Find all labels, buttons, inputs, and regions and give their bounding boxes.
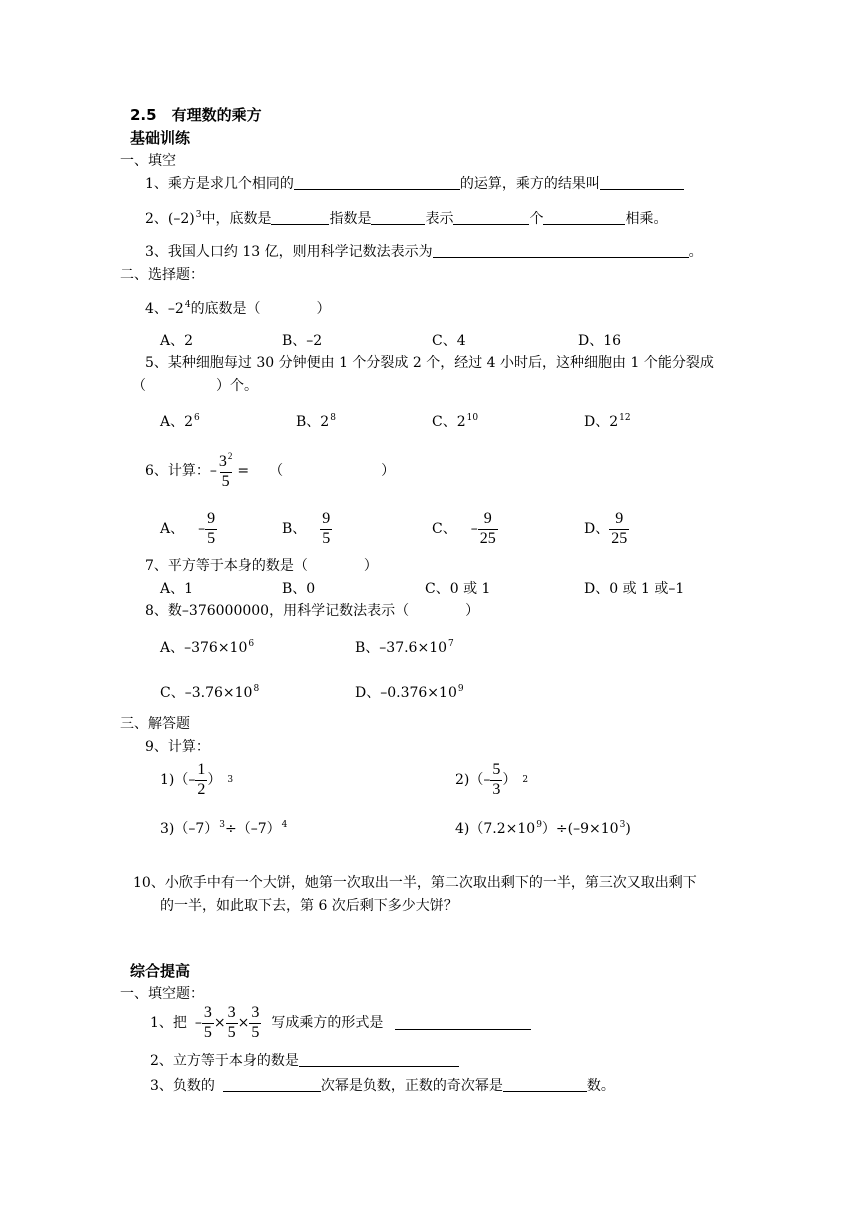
c3-text-b: 次幂是负数，正数的奇次幂是: [320, 1078, 503, 1094]
answer-blank: [371, 212, 425, 225]
q4-stem-a: 4、–2: [145, 301, 184, 317]
q2-text-e: 个: [529, 211, 544, 227]
q8-option-c: [160, 685, 259, 700]
q3-text-a: 3、我国人口约 13 亿，则用科学记数法表示为: [145, 244, 433, 260]
denominator: 5: [227, 1023, 236, 1041]
c1-text-b: 写成乘方的形式是: [271, 1015, 384, 1032]
denominator: 3: [492, 780, 501, 798]
numerator: 3: [227, 1004, 236, 1021]
denominator: 5: [207, 529, 216, 547]
expr-text: 4)（7.2×10: [455, 821, 536, 837]
exponent: 9: [536, 820, 542, 830]
c3-text-c: 数。: [586, 1078, 615, 1094]
c3-text-a: 3、负数的: [150, 1078, 215, 1094]
expr-text: ）: [502, 772, 517, 789]
q8-option-d: [355, 685, 464, 700]
denominator: 2: [197, 780, 206, 798]
option-label: B、2: [296, 414, 330, 430]
q10-line1: 10、小欣手中有一个大饼，她第一次取出一半，第二次取出剩下的一半，第三次又取出剩下: [133, 875, 697, 891]
question-3: [145, 245, 703, 259]
q7-stem: 7、平方等于本身的数是（ ）: [145, 558, 378, 574]
option-label: A、–376×10: [160, 640, 248, 656]
section-heading-advanced: 综合提高: [130, 962, 191, 980]
q6-label: 6、计算：–: [145, 463, 217, 480]
option-label: C、: [432, 521, 457, 538]
option-label: A、: [160, 521, 185, 538]
denominator: 5: [221, 472, 230, 490]
denominator: 25: [479, 529, 496, 547]
exponent: 6: [248, 639, 255, 649]
expr-text: ）÷(–9×10: [541, 821, 619, 837]
q5-option-c: [432, 414, 478, 429]
times-sign: ×: [237, 1015, 250, 1032]
q5-option-b: [296, 414, 336, 429]
answer-blank: [503, 1079, 587, 1092]
q7-option-b: B、0: [282, 581, 316, 597]
option-label: D、2: [584, 414, 619, 430]
q8-option-b: [355, 640, 454, 655]
exponent: 10: [466, 413, 479, 423]
option-label: D、–0.376×10: [355, 685, 457, 701]
minus-sign: –: [194, 1015, 202, 1032]
adv-question-3: [150, 1079, 615, 1093]
q2-text-b: 中，底数是: [201, 211, 272, 227]
numerator: 9: [483, 510, 492, 527]
q5-stem-line2: （ ）个。: [132, 378, 258, 394]
exponent: 3: [195, 210, 202, 220]
expr-text: 3)（–7）: [160, 821, 219, 837]
minus-sign: –: [470, 521, 478, 538]
exponent: 3: [619, 820, 626, 830]
minus-sign: –: [198, 521, 206, 538]
exponent: 8: [253, 684, 260, 694]
expr-text: ): [625, 821, 631, 837]
exponent: 8: [330, 413, 336, 423]
option-label: C、–3.76×10: [160, 685, 253, 701]
numerator: 9: [322, 510, 331, 527]
q9-sub-2: [455, 762, 528, 799]
c1-text-a: 1、把: [150, 1015, 187, 1032]
q4-stem-b: 的底数是（ ）: [190, 301, 331, 317]
answer-blank: [294, 177, 460, 190]
q6-option-a: [160, 511, 217, 548]
denominator: 25: [611, 529, 628, 547]
option-label: C、2: [432, 414, 466, 430]
denominator: 5: [322, 529, 331, 547]
q2-text-f: 相乘。: [625, 211, 668, 227]
q9-sub-1: [160, 762, 233, 799]
adv-question-1: [150, 1005, 531, 1042]
answer-blank: [223, 1079, 321, 1092]
q2-text-d: 表示: [425, 211, 454, 227]
fraction: [320, 511, 332, 548]
numerator: 3: [251, 1004, 260, 1021]
numerator: 9: [207, 510, 216, 527]
q6-option-c: [432, 511, 498, 548]
exponent: 4: [184, 300, 191, 310]
option-label: D、: [584, 521, 610, 538]
expr-text: 1)（–: [160, 772, 196, 789]
answer-blank: [543, 212, 625, 225]
fraction: [478, 511, 498, 548]
answer-blank: [453, 212, 529, 225]
fraction: [217, 452, 235, 491]
option-label: B、–37.6×10: [355, 640, 448, 656]
fraction: [202, 1005, 214, 1042]
part-heading-choice: 二、选择题：: [120, 267, 204, 283]
part-heading-fill-advanced: 一、填空题：: [120, 986, 204, 1002]
equals-sign: =: [237, 463, 250, 480]
question-2: [145, 211, 667, 226]
q4-option-b: B、–2: [282, 333, 323, 349]
q5-option-a: [160, 414, 200, 429]
fraction: [609, 511, 629, 548]
expr-text: ÷（–7）: [225, 821, 281, 837]
c2-text-a: 2、立方等于本身的数是: [150, 1053, 299, 1069]
expr-text: ）: [207, 772, 222, 789]
option-label: A、2: [160, 414, 194, 430]
option-label: B、: [282, 521, 307, 538]
part-heading-solve: 三、解答题: [120, 716, 190, 732]
q1-text-a: 1、乘方是求几个相同的: [145, 176, 294, 192]
q4-option-c: C、4: [432, 333, 466, 349]
q9-sub-3: [160, 821, 287, 836]
page-title: 2.5 有理数的乘方: [130, 106, 262, 124]
numerator: 5: [492, 761, 501, 778]
q8-option-a: [160, 640, 254, 655]
num-base: 3: [218, 453, 227, 470]
q3-text-b: 。: [688, 244, 703, 260]
q7-option-d: D、0 或 1 或–1: [584, 581, 685, 597]
part-heading-fill: 一、填空: [120, 153, 176, 169]
q6-option-b: [282, 511, 332, 548]
q9-sub-4: [455, 821, 631, 836]
adv-question-2: [150, 1054, 459, 1068]
exponent: 2: [522, 774, 529, 785]
fraction: [195, 762, 207, 799]
q9-stem: 9、计算：: [145, 739, 210, 755]
exponent: 7: [448, 639, 454, 649]
answer-blank: [299, 1054, 459, 1067]
q2-text-c: 指数是: [329, 211, 372, 227]
question-4: [145, 301, 331, 316]
exponent: 12: [619, 413, 631, 423]
fraction: [490, 762, 502, 799]
exponent: 3: [219, 820, 226, 830]
denominator: 5: [203, 1023, 212, 1041]
exponent: 9: [457, 684, 464, 694]
exponent: 2: [227, 451, 233, 461]
question-1: [145, 177, 684, 191]
q2-text-a: 2、(–2): [145, 211, 195, 227]
q7-option-a: A、1: [160, 581, 194, 597]
q10-line2: 的一半，如此取下去，第 6 次后剩下多少大饼？: [160, 898, 458, 914]
answer-paren: （ ）: [269, 463, 396, 480]
numerator: [217, 452, 235, 472]
fraction: [205, 511, 217, 548]
times-sign: ×: [213, 1015, 226, 1032]
q5-option-d: [584, 414, 631, 429]
q1-text-b: 的运算，乘方的结果叫: [459, 176, 600, 192]
numerator: 3: [203, 1004, 212, 1021]
answer-blank: [395, 1017, 531, 1030]
answer-blank: [600, 177, 684, 190]
numerator: 1: [197, 761, 206, 778]
answer-blank: [433, 245, 689, 258]
exponent: 4: [281, 820, 288, 830]
q4-option-a: A、2: [160, 333, 194, 349]
exponent: 6: [194, 413, 200, 423]
denominator: 5: [251, 1023, 260, 1041]
section-heading-basic: 基础训练: [130, 129, 191, 147]
q5-stem-line1: 5、某种细胞每过 30 分钟便由 1 个分裂成 2 个，经过 4 小时后，这种细胞由 1 个能分裂成: [145, 355, 714, 371]
q4-option-d: D、16: [578, 333, 622, 349]
fraction: [226, 1005, 238, 1042]
answer-blank: [271, 212, 329, 225]
numerator: 9: [615, 510, 624, 527]
question-6: [145, 452, 395, 491]
q8-stem: 8、数–376000000，用科学记数法表示（ ）: [145, 603, 480, 619]
q6-option-d: [584, 511, 629, 548]
fraction: [249, 1005, 261, 1042]
q7-option-c: C、0 或 1: [425, 581, 491, 597]
expr-text: 2)（–: [455, 772, 491, 789]
exponent: 3: [227, 774, 234, 785]
